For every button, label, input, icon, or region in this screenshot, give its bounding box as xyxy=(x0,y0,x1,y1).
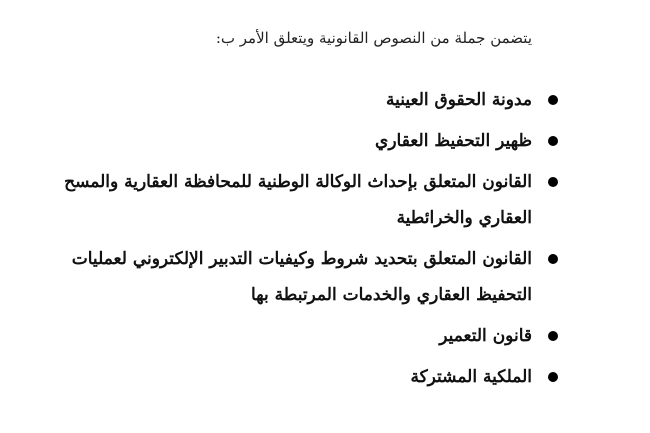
list-item xyxy=(50,123,560,159)
list-item-text: القانون المتعلق بإحداث الوكالة الوطنية للمحافظة العقارية والمسح العقاري والخرائطية xyxy=(64,172,532,228)
list-item xyxy=(50,318,560,354)
list-item-text: القانون المتعلق بتحديد شروط وكيفيات التدبير الإلكتروني لعمليات التحفيظ العقاري والخدمات المرتبطة بها xyxy=(71,249,532,305)
list-item xyxy=(50,241,560,313)
list-item-text: قانون التعمير xyxy=(439,326,532,346)
list-item xyxy=(50,82,560,118)
list-item-text: الملكية المشتركة xyxy=(410,367,532,387)
list-item xyxy=(50,359,560,395)
bullet-icon xyxy=(548,136,558,146)
bullet-icon xyxy=(548,177,558,187)
list-item-text: مدونة الحقوق العينية xyxy=(386,90,532,110)
bullet-icon xyxy=(548,254,558,264)
list-item xyxy=(50,164,560,236)
list-item-text: ظهير التحفيظ العقاري xyxy=(375,131,532,151)
bullet-icon xyxy=(548,95,558,105)
intro-text: يتضمن جملة من النصوص القانونية ويتعلق الأمر ب: xyxy=(215,29,532,47)
bullet-icon xyxy=(548,331,558,341)
bullet-icon xyxy=(548,372,558,382)
legal-texts-list xyxy=(50,82,560,400)
